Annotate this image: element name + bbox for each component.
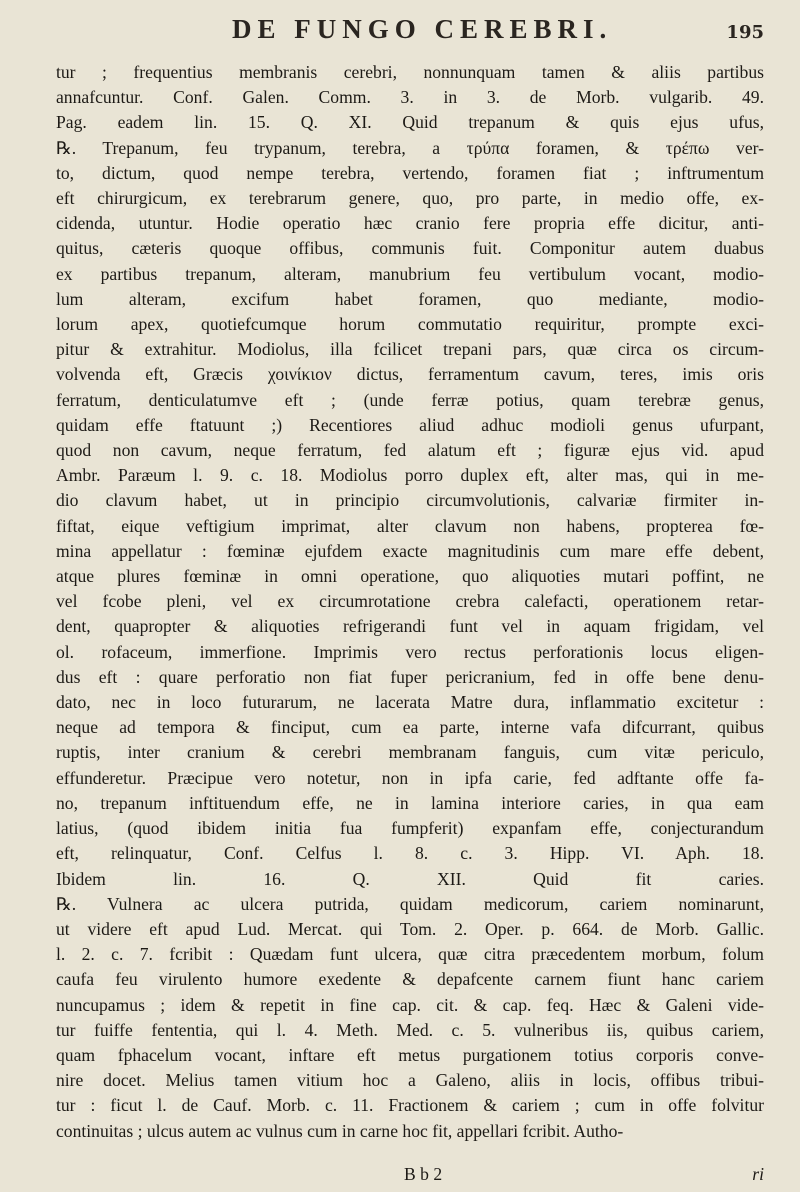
text-line: latius, (quod ibidem initia fua fumpferit) expanfam effe, conjecturandum (56, 818, 764, 839)
text-line: quitus, cæteris quoque offibus, communis fuit. Componitur autem duabus (56, 238, 764, 259)
text-line: ℞. Trepanum, feu trypanum, terebra, a τρύπα foramen, & τρέπω ver- (56, 137, 764, 158)
text-line: Ibidem lin. 16. Q. XII. Quid fit caries. (56, 868, 764, 889)
text-line: continuitas ; ulcus autem ac vulnus cum in carne hoc fit, appellari fcribit. Autho- (56, 1120, 624, 1141)
text-line: dio clavum habet, ut in principio circumvolutionis, calvariæ firmiter in- (56, 490, 764, 511)
text-line: annafcuntur. Conf. Galen. Comm. 3. in 3. de Morb. vulgarib. 49. (56, 87, 764, 108)
text-line: neque ad tempora & finciput, cum ea parte, interne vafa difcurrant, quibus (56, 717, 764, 738)
page-number: 195 (726, 22, 764, 43)
text-line: tur fuiffe fententia, qui l. 4. Meth. Med. c. 5. vulneribus iis, quibus cariem, (56, 1019, 764, 1040)
text-line: nire docet. Melius tamen vitium hoc a Galeno, aliis in locis, offibus tribui- (56, 1070, 764, 1091)
text-line: effunderetur. Præcipue vero notetur, non in ipfa carie, fed adftante offe fa- (56, 767, 764, 788)
text-line: dent, quapropter & aliquoties refrigerandi funt vel in aquam frigidam, vel (56, 616, 764, 637)
text-line: fiftat, eique veftigium imprimat, alter clavum non habens, propterea fœ- (56, 515, 764, 536)
text-line: ut videre eft apud Lud. Mercat. qui Tom. 2. Oper. p. 664. de Morb. Gallic. (56, 918, 764, 939)
text-line: dato, nec in loco futurarum, ne lacerata Matre dura, inflammatio excitetur : (56, 692, 764, 713)
text-line: mina appellatur : fœminæ ejufdem exacte magnitudinis cum mare effe debent, (56, 540, 764, 561)
text-line: pitur & extrahitur. Modiolus, illa fcilicet trepani pars, quæ circa os circum- (56, 339, 764, 360)
text-line: caufa feu virulento humore exedente & depafcente carnem fiunt hanc cariem (56, 969, 764, 990)
text-line: to, dictum, quod nempe terebra, vertendo, foramen fiat ; inftrumentum (56, 162, 764, 183)
text-line: Pag. eadem lin. 15. Q. XI. Quid trepanum & quis ejus ufus, (56, 112, 764, 133)
text-line: ex partibus trepanum, alteram, manubrium feu vertibulum vocant, modio- (56, 263, 764, 284)
text-line: vel fcobe pleni, vel ex circumrotatione crebra calefacti, operationem retar- (56, 591, 764, 612)
text-line: volvenda eft, Græcis χοινίκιον dictus, ferramentum cavum, teres, imis oris (56, 364, 764, 385)
text-line: nuncupamus ; idem & repetit in fine cap. cit. & cap. feq. Hæc & Galeni vide- (56, 994, 764, 1015)
text-line: Ambr. Paræum l. 9. c. 18. Modiolus porro duplex eft, alter mas, qui in me- (56, 465, 764, 486)
catchword: ri (752, 1164, 764, 1184)
text-line: atque plures fœminæ in omni operatione, quo aliquoties mutari poffint, ne (56, 566, 764, 587)
text-line: eft chirurgicum, ex terebrarum genere, quo, pro parte, in medio offe, ex- (56, 188, 764, 209)
text-line: cidenda, utuntur. Hodie operatio hæc cranio fere propria effe dicitur, anti- (56, 213, 764, 234)
text-line: dus eft : quare perforatio non fiat fuper pericranium, fed in offe bene denu- (56, 666, 764, 687)
page-header (56, 14, 764, 54)
text-line: quam fphacelum vocant, inftare eft metus purgationem totius corporis conve- (56, 1044, 764, 1065)
text-line: l. 2. c. 7. fcribit : Quædam funt ulcera, quæ citra præcedentem morbum, folum (56, 944, 764, 965)
text-line: quidam effe ftatuunt ;) Recentiores aliud adhuc modioli genus ufurpant, (56, 414, 764, 435)
text-line: tur : ficut l. de Cauf. Morb. c. 11. Fractionem & cariem ; cum in offe folvitur (56, 1095, 764, 1116)
text-line: ol. rofaceum, immerfione. Imprimis vero rectus perforationis locus eligen- (56, 641, 764, 662)
text-line: lorum apex, quotiefcumque horum commutatio requiritur, prompte exci- (56, 314, 764, 335)
text-line: ruptis, inter cranium & cerebri membranam fanguis, cum vitæ periculo, (56, 742, 764, 763)
text-line: eft, relinquatur, Conf. Celfus l. 8. c. 3. Hipp. VI. Aph. 18. (56, 843, 764, 864)
text-line: quod non cavum, neque ferratum, fed alatum eft ; figuræ ejus vid. apud (56, 440, 764, 461)
text-line: ferratum, denticulatumve eft ; (unde ferræ potius, quam terebræ genus, (56, 389, 764, 410)
text-line: lum alteram, excifum habet foramen, quo mediante, modio- (56, 288, 764, 309)
running-title: DE FUNGO CEREBRI. (232, 14, 613, 44)
text-line: no, trepanum inftituendum effe, ne in lamina interiore caries, in qua eam (56, 792, 764, 813)
text-line: tur ; frequentius membranis cerebri, nonnunquam tamen & aliis partibus (56, 62, 764, 82)
body-text (56, 60, 764, 1144)
text-line: ℞. Vulnera ac ulcera putrida, quidam medicorum, cariem nominarunt, (56, 893, 764, 914)
signature-mark: B b 2 (404, 1164, 443, 1184)
